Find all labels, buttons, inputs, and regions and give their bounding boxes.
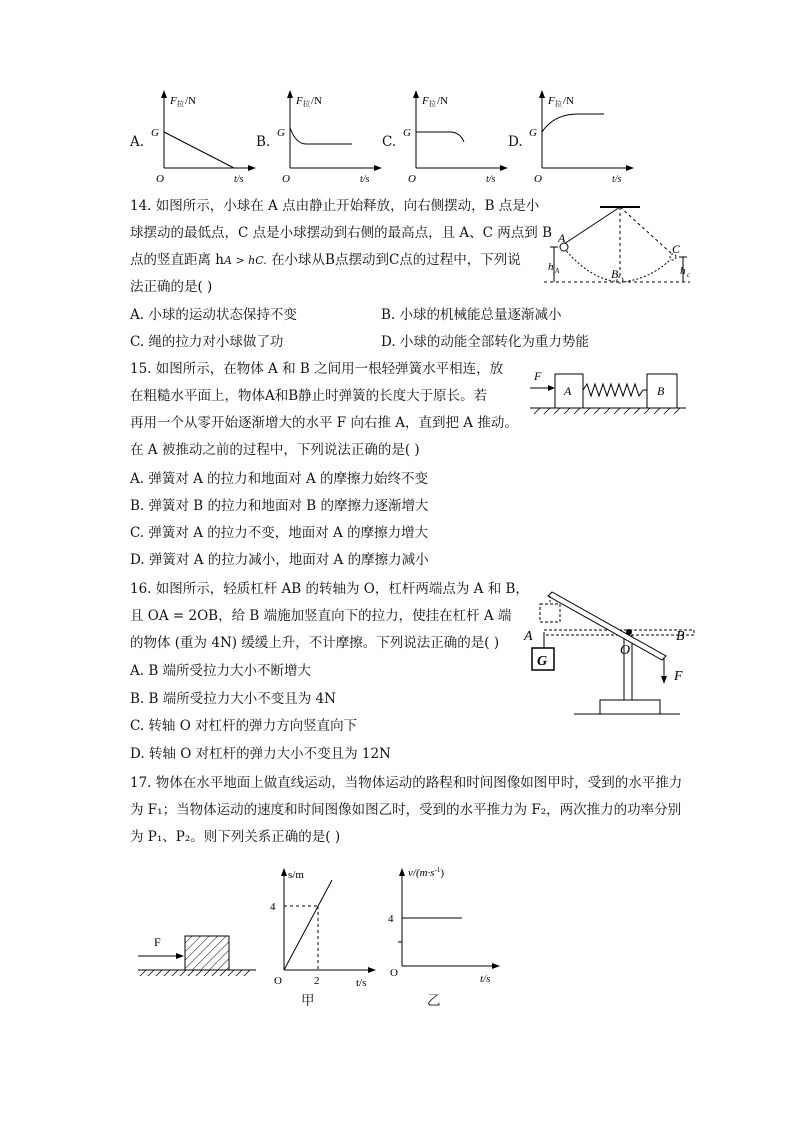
q14-option-a: A. 小球的运动状态保持不变	[130, 307, 297, 323]
q13-b-g: G	[277, 127, 285, 139]
q17-line-3: 为 P₁、P₂。则下列关系正确的是( )	[130, 829, 341, 845]
q15-fig-f: F	[534, 369, 542, 383]
q17-fig-v-sup: -1	[434, 866, 441, 874]
q16-fig-f: F	[674, 669, 683, 684]
q13-b-ylabel: F	[296, 95, 303, 107]
q13-d-g: G	[529, 127, 537, 139]
q16-option-a: A. B 端所受拉力大小不断增大	[130, 663, 312, 679]
q17-block-figure	[134, 926, 264, 982]
q14-pendulum-figure	[540, 198, 700, 298]
q14-option-c: C. 绳的拉力对小球做了功	[130, 334, 284, 350]
q15-line-1: 15. 如图所示，在物体 A 和 B 之间用一根轻弹簧水平相连，放	[130, 361, 504, 377]
q16-line-2: 且 OA = 2OB，给 B 端施加竖直向下的拉力，使挂在杠杆 A 端	[130, 608, 512, 624]
q13-graph-a	[146, 88, 256, 188]
q17-st-graph	[262, 862, 382, 992]
q15-option-d: D. 弹簧对 A 的拉力减小，地面对 A 的摩擦力减小	[130, 552, 429, 568]
q16-option-d: D. 转轴 O 对杠杆的弹力大小不变且为 12N	[130, 746, 391, 762]
q13-c-yunit: /N	[437, 95, 448, 107]
q16-line-3: 的物体 (重为 4N) 缓缓上升，不计摩擦。下列说法正确的是( )	[130, 635, 500, 651]
q17-fig-s-tick: 4	[270, 901, 276, 913]
q16-option-c: C. 转轴 O 对杠杆的弹力方向竖直向下	[130, 718, 358, 734]
q13-d-ysub: 拉	[555, 100, 562, 108]
q17-fig-vt-origin: O	[390, 967, 398, 979]
q13-b-ysub: 拉	[303, 100, 310, 108]
q16-fig-b: B	[676, 629, 685, 644]
q14-fig-a: A	[558, 231, 566, 245]
q17-fig-t-tick: 2	[314, 975, 320, 987]
q13-option-d-label: D.	[508, 134, 523, 150]
q17-line-2: 为 F₁；当物体运动的速度和时间图像如图乙时，受到的水平推力为 F₂，两次推力的功率分别	[130, 802, 682, 818]
q16-fig-a: A	[524, 629, 533, 644]
q13-option-b-label: B.	[256, 134, 271, 150]
q14-line-3	[130, 251, 521, 270]
q17-vt-graph	[380, 862, 510, 992]
q15-option-c: C. 弹簧对 A 的拉力不变，地面对 A 的摩擦力增大	[130, 525, 429, 541]
q14-ineq: A > hC.	[224, 254, 267, 267]
q15-line-4: 在 A 被推动之前的过程中，下列说法正确的是( )	[130, 442, 420, 458]
q13-d-yunit: /N	[563, 95, 574, 107]
q16-option-b: B. B 端所受拉力大小不变且为 4N	[130, 691, 336, 707]
q14-line-1: 14. 如图所示，小球在 A 点由静止开始释放，向右侧摆动，B 点是小	[130, 198, 540, 214]
q14-line-2: 球摆动的最低点，C 点是小球摆动到右侧的最高点，且 A、C 两点到 B	[130, 225, 552, 241]
q14-line-3-tail: 在小球从B点摆动到C点的过程中，下列说	[271, 252, 521, 268]
q13-graph-d	[524, 88, 634, 188]
q14-option-b: B. 小球的机械能总量逐渐减小	[381, 307, 562, 323]
q17-caption-yi: 乙	[427, 993, 441, 1009]
q13-c-g: G	[403, 127, 411, 139]
q13-a-ysub: 拉	[177, 100, 184, 108]
q15-fig-b: B	[657, 384, 665, 398]
q13-graphs	[128, 88, 648, 188]
q13-b-origin: O	[282, 173, 290, 185]
q13-c-xlabel: t/s	[486, 174, 496, 185]
q13-d-xlabel: t/s	[612, 174, 622, 185]
q13-option-a-label: A.	[130, 134, 145, 150]
q13-a-g: G	[151, 127, 159, 139]
q17-fig-v-close: )	[440, 867, 445, 879]
q17-fig-st-tlabel: t/s	[356, 977, 367, 989]
q17-fig-st-origin: O	[274, 975, 282, 987]
q13-b-xlabel: t/s	[360, 174, 370, 185]
q13-graph-c	[398, 88, 508, 188]
q14-fig-hc-sub: c	[687, 271, 691, 279]
q17-fig-v-label-text: v/(m·s	[408, 867, 435, 879]
q13-a-origin: O	[156, 173, 164, 185]
q15-spring-figure	[526, 366, 696, 420]
q15-option-a: A. 弹簧对 A 的拉力和地面对 A 的摩擦力始终不变	[130, 471, 428, 487]
q14-fig-c: C	[672, 242, 681, 256]
q13-c-ylabel: F	[422, 95, 429, 107]
q15-line-2: 在粗糙水平面上，物体A和B静止时弹簧的长度大于原长。若	[130, 388, 488, 404]
q13-a-yunit: /N	[185, 95, 196, 107]
q17-fig-s-label: s/m	[288, 869, 304, 881]
q13-c-origin: O	[408, 173, 416, 185]
q14-line-4: 法正确的是( )	[130, 279, 213, 295]
q17-fig-v-tick: 4	[388, 913, 394, 925]
q13-a-ylabel: F	[170, 95, 177, 107]
q13-b-yunit: /N	[311, 95, 322, 107]
q14-line-3-head: 点的竖直距离 h	[130, 252, 224, 268]
q14-fig-hc: h	[680, 265, 686, 277]
q14-option-d: D. 小球的动能全部转化为重力势能	[381, 334, 589, 350]
q14-fig-ha: h	[548, 261, 554, 273]
q17-fig-v-label	[408, 866, 444, 879]
q13-a-xlabel: t/s	[234, 174, 244, 185]
q13-graph-b	[272, 88, 382, 188]
q13-d-ylabel: F	[548, 95, 555, 107]
q15-line-3: 再用一个从零开始逐渐增大的水平 F 向右推 A，直到把 A 推动。	[130, 415, 518, 431]
q17-fig-vt-tlabel: t/s	[480, 973, 491, 985]
q16-lever-figure	[520, 584, 700, 724]
q15-option-b: B. 弹簧对 B 的拉力和地面对 B 的摩擦力逐渐增大	[130, 498, 429, 514]
q17-line-1: 17. 物体在水平地面上做直线运动，当物体运动的路程和时间图像如图甲时，受到的水平推力	[130, 775, 683, 791]
q17-fig-f: F	[154, 935, 161, 949]
q16-fig-o: O	[620, 643, 631, 658]
q13-d-origin: O	[534, 173, 542, 185]
q16-fig-g: G	[537, 654, 548, 669]
q13-c-ysub: 拉	[429, 100, 436, 108]
q15-fig-a: A	[564, 384, 572, 398]
q14-fig-ha-sub: A	[555, 267, 560, 275]
q17-caption-jia: 甲	[301, 993, 315, 1009]
q13-option-c-label: C.	[382, 134, 397, 150]
q16-line-1: 16. 如图所示，轻质杠杆 AB 的转轴为 O，杠杆两端点为 A 和 B，	[130, 581, 529, 597]
q14-fig-b: B	[611, 267, 619, 281]
